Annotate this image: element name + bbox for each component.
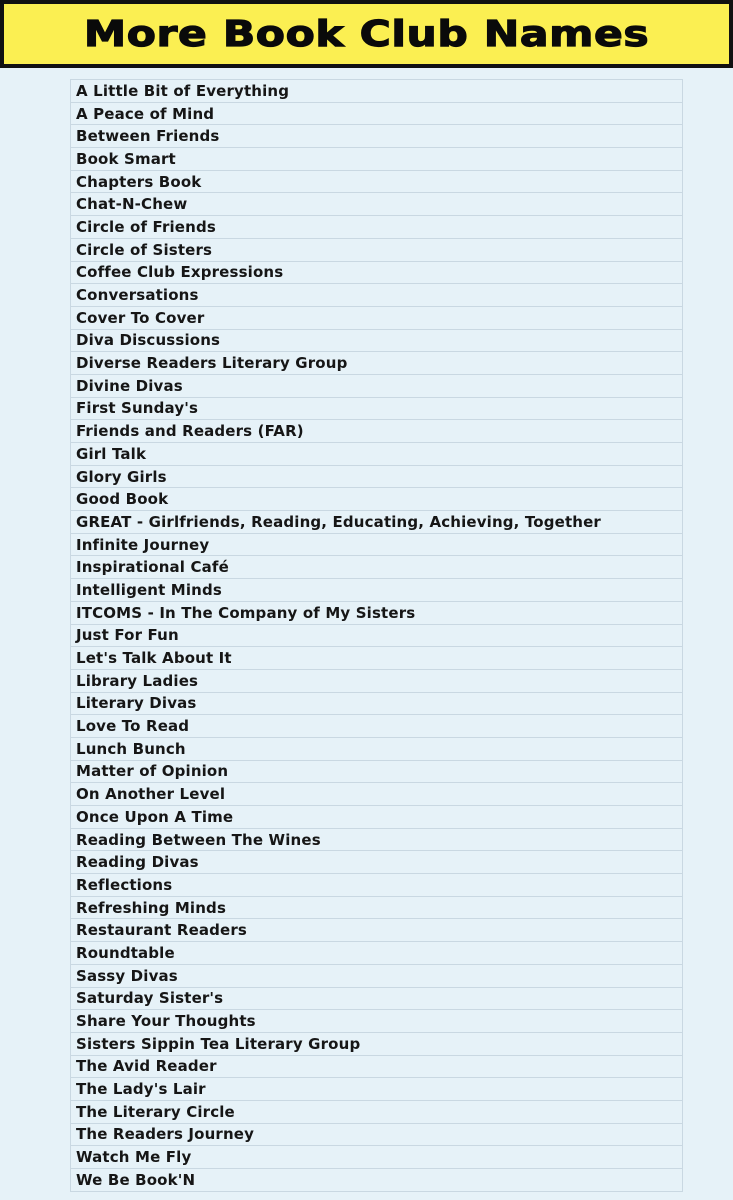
list-item-label: Circle of Friends	[76, 217, 216, 236]
list-item	[71, 375, 682, 398]
list-item-label: Intelligent Minds	[76, 580, 222, 599]
list-item-label: Infinite Journey	[76, 535, 210, 554]
list-item	[71, 466, 682, 489]
list-item	[71, 942, 682, 965]
list-item-label: A Peace of Mind	[76, 104, 215, 123]
list-item-label: Book Smart	[76, 149, 176, 168]
list-item	[71, 897, 682, 920]
list-item	[71, 488, 682, 511]
list-item-label: Circle of Sisters	[76, 240, 213, 259]
list-item-label: Watch Me Fly	[76, 1148, 192, 1167]
list-item	[71, 670, 682, 693]
page-title: More Book Club Names	[83, 13, 650, 55]
list-item-label: Friends and Readers (FAR)	[76, 422, 304, 441]
list-item	[71, 851, 682, 874]
list-item-label: Sassy Divas	[76, 966, 178, 985]
book-club-names-list	[70, 79, 683, 1192]
list-item-label: Inspirational Café	[76, 558, 229, 577]
list-item	[71, 193, 682, 216]
list-item-label: Cover To Cover	[76, 308, 205, 327]
title-banner	[0, 0, 733, 68]
list-item	[71, 965, 682, 988]
list-item	[71, 443, 682, 466]
list-item-label: Reading Between The Wines	[76, 830, 321, 849]
list-item	[71, 693, 682, 716]
list-item-label: Glory Girls	[76, 467, 167, 486]
list-item-label: Roundtable	[76, 943, 175, 962]
list-item-label: Share Your Thoughts	[76, 1012, 256, 1031]
list-item-label: Restaurant Readers	[76, 921, 247, 940]
list-item	[71, 1169, 682, 1192]
list-item	[71, 511, 682, 534]
list-item	[71, 1010, 682, 1033]
list-item-label: Reflections	[76, 875, 173, 894]
list-item	[71, 647, 682, 670]
list-item	[71, 148, 682, 171]
list-item	[71, 262, 682, 285]
list-item	[71, 1033, 682, 1056]
list-item-label: Reading Divas	[76, 853, 199, 872]
list-item	[71, 1078, 682, 1101]
list-item-label: GREAT - Girlfriends, Reading, Educating, Achieving, Together	[76, 512, 601, 531]
list-item-label: The Literary Circle	[76, 1102, 235, 1121]
list-item-label: Diva Discussions	[76, 331, 221, 350]
list-item	[71, 398, 682, 421]
list-item	[71, 738, 682, 761]
list-item	[71, 919, 682, 942]
list-item	[71, 602, 682, 625]
list-item	[71, 874, 682, 897]
list-item-label: The Readers Journey	[76, 1125, 255, 1144]
list-item-label: Refreshing Minds	[76, 898, 227, 917]
list-item	[71, 103, 682, 126]
list-item	[71, 625, 682, 648]
list-item-label: Coffee Club Expressions	[76, 263, 284, 282]
list-item	[71, 761, 682, 784]
list-item	[71, 988, 682, 1011]
list-item-label: Diverse Readers Literary Group	[76, 354, 348, 373]
list-item-label: ITCOMS - In The Company of My Sisters	[76, 603, 416, 622]
list-item	[71, 715, 682, 738]
list-item	[71, 80, 682, 103]
list-item	[71, 420, 682, 443]
list-item	[71, 534, 682, 557]
list-item-label: Just For Fun	[76, 626, 179, 645]
list-item-label: Library Ladies	[76, 671, 199, 690]
list-item-label: The Lady's Lair	[76, 1080, 206, 1099]
list-item-label: Let's Talk About It	[76, 649, 232, 668]
list-item-label: Chat-N-Chew	[76, 195, 188, 214]
list-item	[71, 216, 682, 239]
list-item	[71, 171, 682, 194]
list-item	[71, 829, 682, 852]
list-item	[71, 1056, 682, 1079]
list-item-label: The Avid Reader	[76, 1057, 217, 1076]
list-item-label: Chapters Book	[76, 172, 202, 191]
list-item	[71, 307, 682, 330]
list-item	[71, 239, 682, 262]
list-item-label: We Be Book'N	[76, 1170, 196, 1189]
list-item	[71, 556, 682, 579]
list-item-label: Lunch Bunch	[76, 739, 186, 758]
list-item-label: Divine Divas	[76, 376, 183, 395]
list-item-label: Once Upon A Time	[76, 807, 234, 826]
list-item	[71, 330, 682, 353]
list-item	[71, 579, 682, 602]
list-item-label: First Sunday's	[76, 399, 199, 418]
list-item	[71, 806, 682, 829]
list-item	[71, 284, 682, 307]
list-item	[71, 783, 682, 806]
list-item-label: Literary Divas	[76, 694, 197, 713]
title-banner-inner	[4, 4, 729, 64]
list-item	[71, 125, 682, 148]
list-item-label: On Another Level	[76, 785, 226, 804]
list-item-label: Between Friends	[76, 127, 220, 146]
list-item-label: Girl Talk	[76, 444, 147, 463]
list-item	[71, 352, 682, 375]
list-item-label: Good Book	[76, 490, 169, 509]
list-item-label: Matter of Opinion	[76, 762, 229, 781]
list-item	[71, 1124, 682, 1147]
list-item-label: Sisters Sippin Tea Literary Group	[76, 1034, 361, 1053]
list-item-label: Saturday Sister's	[76, 989, 224, 1008]
list-item-label: A Little Bit of Everything	[76, 81, 290, 100]
list-item	[71, 1101, 682, 1124]
list-item-label: Conversations	[76, 286, 199, 305]
list-item	[71, 1146, 682, 1169]
list-item-label: Love To Read	[76, 717, 190, 736]
